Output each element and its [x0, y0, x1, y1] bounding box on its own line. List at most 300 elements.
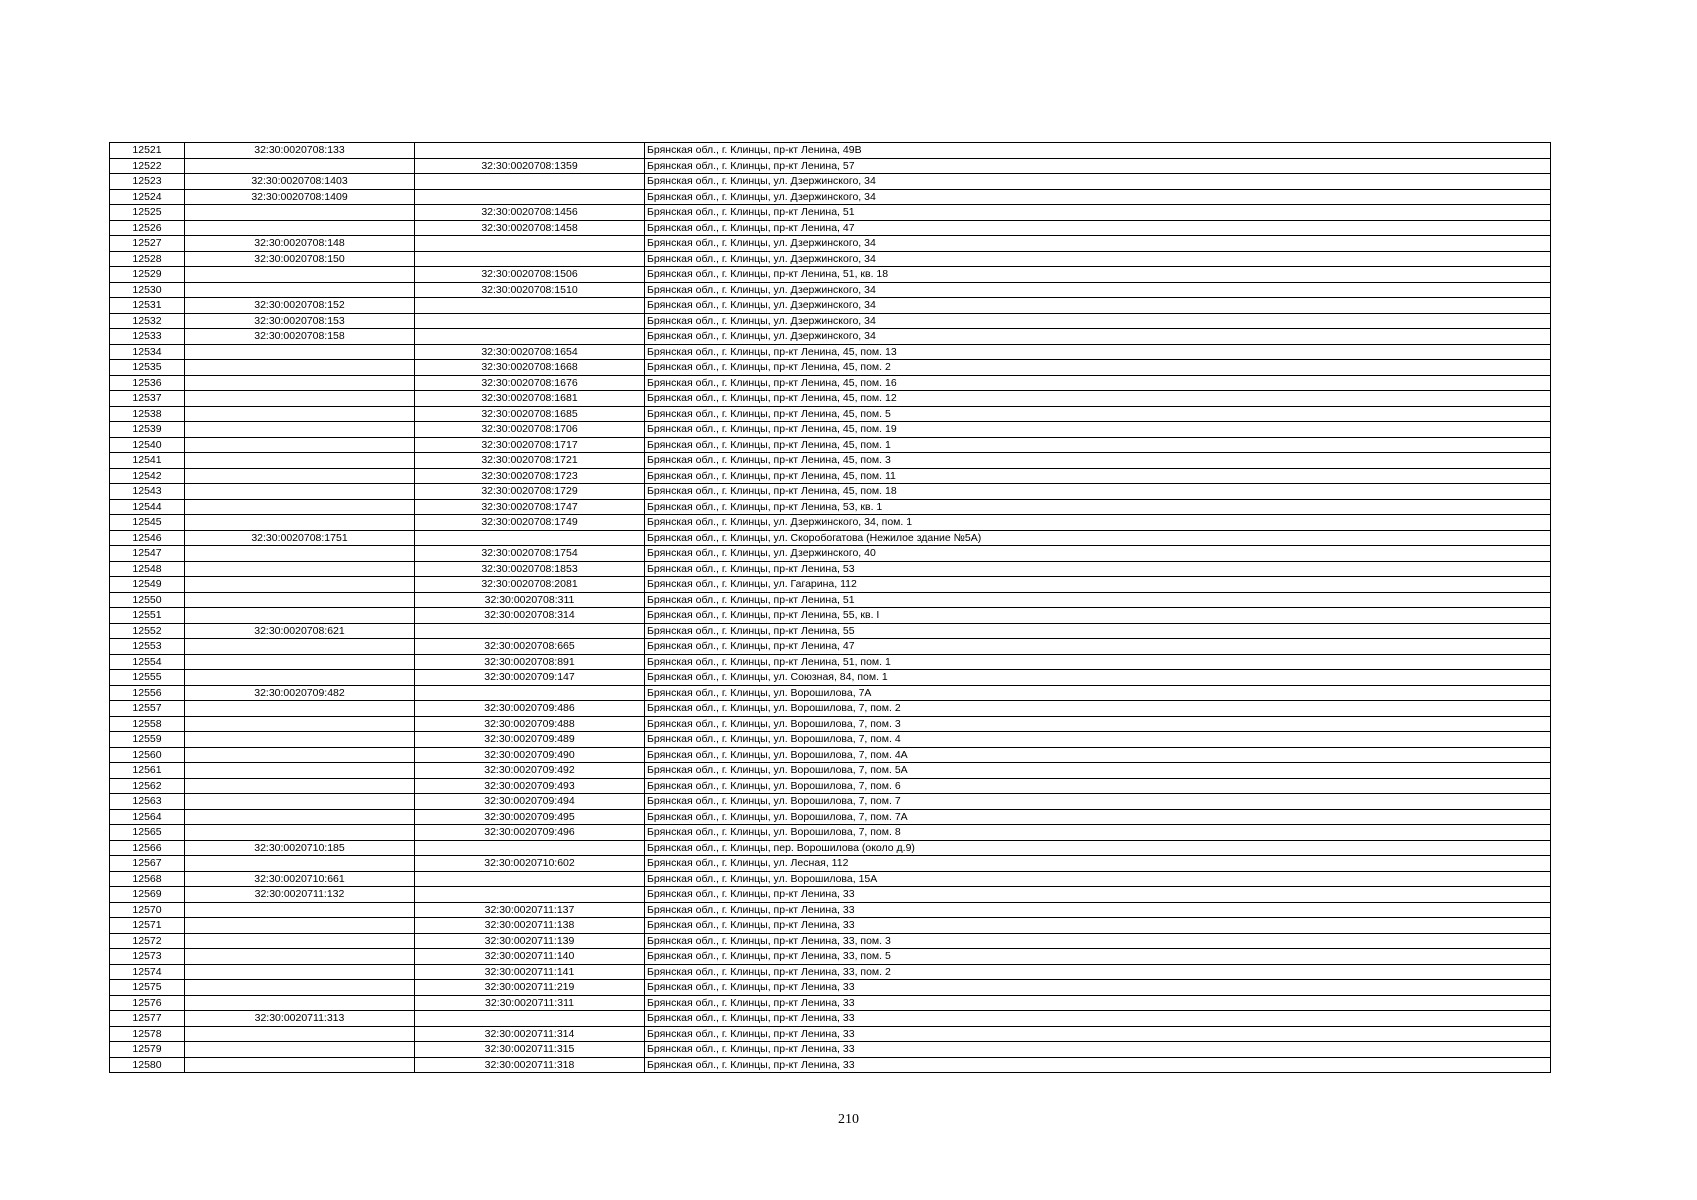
cadastral-number-cell: [185, 670, 415, 686]
table-row: [110, 778, 1551, 794]
row-number-cell: 12579: [110, 1042, 185, 1058]
row-number-cell: 12568: [110, 871, 185, 887]
row-number-cell: 12544: [110, 499, 185, 515]
address-cell: Брянская обл., г. Клинцы, пр-кт Ленина, 49В: [645, 143, 1551, 159]
cadastral-number-cell: 32:30:0020708:158: [185, 329, 415, 345]
related-cadastral-number-cell: 32:30:0020708:1723: [415, 468, 645, 484]
related-cadastral-number-cell: 32:30:0020711:137: [415, 902, 645, 918]
cadastral-number-cell: 32:30:0020708:621: [185, 623, 415, 639]
cadastral-number-cell: [185, 267, 415, 283]
table-row: [110, 422, 1551, 438]
address-cell: Брянская обл., г. Клинцы, пр-кт Ленина, 57: [645, 158, 1551, 174]
address-cell: Брянская обл., г. Клинцы, пр-кт Ленина, 51: [645, 205, 1551, 221]
cadastral-number-cell: [185, 995, 415, 1011]
cadastral-number-cell: [185, 282, 415, 298]
table-row: [110, 189, 1551, 205]
address-cell: Брянская обл., г. Клинцы, пр-кт Ленина, 33: [645, 902, 1551, 918]
row-number-cell: 12526: [110, 220, 185, 236]
cadastral-number-cell: [185, 980, 415, 996]
table-row: [110, 499, 1551, 515]
cadastral-number-cell: [185, 856, 415, 872]
table-row: [110, 763, 1551, 779]
row-number-cell: 12533: [110, 329, 185, 345]
table-row: [110, 809, 1551, 825]
row-number-cell: 12550: [110, 592, 185, 608]
related-cadastral-number-cell: 32:30:0020708:1706: [415, 422, 645, 438]
related-cadastral-number-cell: 32:30:0020711:141: [415, 964, 645, 980]
related-cadastral-number-cell: [415, 871, 645, 887]
row-number-cell: 12522: [110, 158, 185, 174]
table-row: [110, 561, 1551, 577]
related-cadastral-number-cell: 32:30:0020711:315: [415, 1042, 645, 1058]
address-cell: Брянская обл., г. Клинцы, пр-кт Ленина, 53, кв. 1: [645, 499, 1551, 515]
related-cadastral-number-cell: 32:30:0020708:1747: [415, 499, 645, 515]
related-cadastral-number-cell: 32:30:0020708:1506: [415, 267, 645, 283]
address-cell: Брянская обл., г. Клинцы, пр-кт Ленина, 51, кв. 18: [645, 267, 1551, 283]
table-row: [110, 639, 1551, 655]
address-cell: Брянская обл., г. Клинцы, пр-кт Ленина, 53: [645, 561, 1551, 577]
related-cadastral-number-cell: [415, 298, 645, 314]
address-cell: Брянская обл., г. Клинцы, пр-кт Ленина, 45, пом. 13: [645, 344, 1551, 360]
table-row: [110, 298, 1551, 314]
cadastral-number-cell: [185, 484, 415, 500]
row-number-cell: 12542: [110, 468, 185, 484]
address-cell: Брянская обл., г. Клинцы, пр-кт Ленина, 33: [645, 1011, 1551, 1027]
address-cell: Брянская обл., г. Клинцы, пр-кт Ленина, 55: [645, 623, 1551, 639]
related-cadastral-number-cell: 32:30:0020708:1668: [415, 360, 645, 376]
address-cell: Брянская обл., г. Клинцы, ул. Союзная, 84, пом. 1: [645, 670, 1551, 686]
table-row: [110, 608, 1551, 624]
related-cadastral-number-cell: [415, 623, 645, 639]
related-cadastral-number-cell: 32:30:0020709:490: [415, 747, 645, 763]
address-cell: Брянская обл., г. Клинцы, ул. Дзержинского, 40: [645, 546, 1551, 562]
cadastral-number-cell: [185, 515, 415, 531]
cadastral-number-cell: [185, 716, 415, 732]
row-number-cell: 12546: [110, 530, 185, 546]
cadastral-number-cell: [185, 205, 415, 221]
related-cadastral-number-cell: 32:30:0020709:495: [415, 809, 645, 825]
table-row: [110, 375, 1551, 391]
table-row: [110, 468, 1551, 484]
row-number-cell: 12548: [110, 561, 185, 577]
table-row: [110, 840, 1551, 856]
row-number-cell: 12552: [110, 623, 185, 639]
cadastral-number-cell: [185, 933, 415, 949]
cadastral-number-cell: [185, 220, 415, 236]
table-row: [110, 918, 1551, 934]
related-cadastral-number-cell: 32:30:0020710:602: [415, 856, 645, 872]
registry-table: [109, 142, 1551, 1073]
table-row: [110, 220, 1551, 236]
related-cadastral-number-cell: 32:30:0020709:486: [415, 701, 645, 717]
related-cadastral-number-cell: [415, 189, 645, 205]
row-number-cell: 12525: [110, 205, 185, 221]
row-number-cell: 12566: [110, 840, 185, 856]
row-number-cell: 12535: [110, 360, 185, 376]
related-cadastral-number-cell: 32:30:0020708:311: [415, 592, 645, 608]
address-cell: Брянская обл., г. Клинцы, пр-кт Ленина, 45, пом. 12: [645, 391, 1551, 407]
row-number-cell: 12547: [110, 546, 185, 562]
address-cell: Брянская обл., г. Клинцы, ул. Дзержинского, 34, пом. 1: [645, 515, 1551, 531]
cadastral-number-cell: [185, 1026, 415, 1042]
address-cell: Брянская обл., г. Клинцы, ул. Ворошилова, 7, пом. 4: [645, 732, 1551, 748]
related-cadastral-number-cell: 32:30:0020709:493: [415, 778, 645, 794]
row-number-cell: 12549: [110, 577, 185, 593]
table-row: [110, 546, 1551, 562]
table-row: [110, 747, 1551, 763]
address-cell: Брянская обл., г. Клинцы, ул. Ворошилова, 7, пом. 7А: [645, 809, 1551, 825]
cadastral-number-cell: [185, 902, 415, 918]
address-cell: Брянская обл., г. Клинцы, ул. Скоробогатова (Нежилое здание №5А): [645, 530, 1551, 546]
table-row: [110, 205, 1551, 221]
address-cell: Брянская обл., г. Клинцы, ул. Ворошилова, 7, пом. 8: [645, 825, 1551, 841]
row-number-cell: 12569: [110, 887, 185, 903]
row-number-cell: 12557: [110, 701, 185, 717]
related-cadastral-number-cell: 32:30:0020711:311: [415, 995, 645, 1011]
table-row: [110, 577, 1551, 593]
cadastral-number-cell: [185, 794, 415, 810]
table-row: [110, 887, 1551, 903]
row-number-cell: 12577: [110, 1011, 185, 1027]
row-number-cell: 12580: [110, 1057, 185, 1073]
row-number-cell: 12554: [110, 654, 185, 670]
table-row: [110, 344, 1551, 360]
table-row: [110, 1057, 1551, 1073]
cadastral-number-cell: [185, 158, 415, 174]
cadastral-number-cell: 32:30:0020711:132: [185, 887, 415, 903]
row-number-cell: 12565: [110, 825, 185, 841]
table-row: [110, 236, 1551, 252]
related-cadastral-number-cell: 32:30:0020708:1654: [415, 344, 645, 360]
row-number-cell: 12551: [110, 608, 185, 624]
related-cadastral-number-cell: 32:30:0020708:1676: [415, 375, 645, 391]
row-number-cell: 12531: [110, 298, 185, 314]
row-number-cell: 12575: [110, 980, 185, 996]
address-cell: Брянская обл., г. Клинцы, пр-кт Ленина, 45, пом. 18: [645, 484, 1551, 500]
address-cell: Брянская обл., г. Клинцы, пр-кт Ленина, 33: [645, 980, 1551, 996]
row-number-cell: 12571: [110, 918, 185, 934]
related-cadastral-number-cell: 32:30:0020708:1510: [415, 282, 645, 298]
table-row: [110, 964, 1551, 980]
related-cadastral-number-cell: [415, 174, 645, 190]
cadastral-number-cell: [185, 654, 415, 670]
table-row: [110, 701, 1551, 717]
address-cell: Брянская обл., г. Клинцы, ул. Ворошилова, 7, пом. 5А: [645, 763, 1551, 779]
cadastral-number-cell: [185, 763, 415, 779]
row-number-cell: 12576: [110, 995, 185, 1011]
related-cadastral-number-cell: 32:30:0020708:1749: [415, 515, 645, 531]
related-cadastral-number-cell: 32:30:0020711:219: [415, 980, 645, 996]
cadastral-number-cell: 32:30:0020708:152: [185, 298, 415, 314]
cadastral-number-cell: [185, 360, 415, 376]
related-cadastral-number-cell: 32:30:0020708:1685: [415, 406, 645, 422]
related-cadastral-number-cell: 32:30:0020708:1717: [415, 437, 645, 453]
row-number-cell: 12532: [110, 313, 185, 329]
cadastral-number-cell: [185, 1042, 415, 1058]
related-cadastral-number-cell: [415, 143, 645, 159]
cadastral-number-cell: 32:30:0020710:661: [185, 871, 415, 887]
address-cell: Брянская обл., г. Клинцы, пр-кт Ленина, 47: [645, 220, 1551, 236]
table-row: [110, 902, 1551, 918]
table-row: [110, 453, 1551, 469]
cadastral-number-cell: 32:30:0020710:185: [185, 840, 415, 856]
cadastral-number-cell: [185, 375, 415, 391]
cadastral-number-cell: [185, 639, 415, 655]
related-cadastral-number-cell: 32:30:0020709:494: [415, 794, 645, 810]
address-cell: Брянская обл., г. Клинцы, ул. Ворошилова, 15А: [645, 871, 1551, 887]
table-row: [110, 856, 1551, 872]
address-cell: Брянская обл., г. Клинцы, пр-кт Ленина, 33: [645, 1026, 1551, 1042]
row-number-cell: 12556: [110, 685, 185, 701]
table-row: [110, 995, 1551, 1011]
related-cadastral-number-cell: 32:30:0020708:1456: [415, 205, 645, 221]
row-number-cell: 12553: [110, 639, 185, 655]
table-row: [110, 158, 1551, 174]
registry-table-body: [110, 143, 1551, 1073]
related-cadastral-number-cell: [415, 887, 645, 903]
address-cell: Брянская обл., г. Клинцы, ул. Дзержинского, 34: [645, 329, 1551, 345]
address-cell: Брянская обл., г. Клинцы, пр-кт Ленина, 45, пом. 1: [645, 437, 1551, 453]
row-number-cell: 12573: [110, 949, 185, 965]
table-row: [110, 592, 1551, 608]
table-row: [110, 484, 1551, 500]
table-row: [110, 406, 1551, 422]
cadastral-number-cell: [185, 561, 415, 577]
table-row: [110, 732, 1551, 748]
related-cadastral-number-cell: 32:30:0020708:665: [415, 639, 645, 655]
row-number-cell: 12563: [110, 794, 185, 810]
address-cell: Брянская обл., г. Клинцы, пр-кт Ленина, 33, пом. 5: [645, 949, 1551, 965]
table-row: [110, 329, 1551, 345]
table-row: [110, 685, 1551, 701]
related-cadastral-number-cell: 32:30:0020709:496: [415, 825, 645, 841]
related-cadastral-number-cell: [415, 313, 645, 329]
cadastral-number-cell: [185, 437, 415, 453]
row-number-cell: 12572: [110, 933, 185, 949]
cadastral-number-cell: [185, 949, 415, 965]
related-cadastral-number-cell: 32:30:0020708:1458: [415, 220, 645, 236]
row-number-cell: 12523: [110, 174, 185, 190]
table-row: [110, 360, 1551, 376]
address-cell: Брянская обл., г. Клинцы, ул. Дзержинского, 34: [645, 189, 1551, 205]
row-number-cell: 12570: [110, 902, 185, 918]
related-cadastral-number-cell: 32:30:0020711:318: [415, 1057, 645, 1073]
address-cell: Брянская обл., г. Клинцы, ул. Дзержинского, 34: [645, 282, 1551, 298]
table-row: [110, 313, 1551, 329]
related-cadastral-number-cell: 32:30:0020708:1721: [415, 453, 645, 469]
table-row: [110, 1042, 1551, 1058]
related-cadastral-number-cell: [415, 685, 645, 701]
row-number-cell: 12537: [110, 391, 185, 407]
address-cell: Брянская обл., г. Клинцы, ул. Ворошилова, 7, пом. 4А: [645, 747, 1551, 763]
related-cadastral-number-cell: 32:30:0020711:314: [415, 1026, 645, 1042]
table-row: [110, 391, 1551, 407]
address-cell: Брянская обл., г. Клинцы, пр-кт Ленина, 33: [645, 887, 1551, 903]
row-number-cell: 12538: [110, 406, 185, 422]
table-row: [110, 623, 1551, 639]
cadastral-number-cell: 32:30:0020711:313: [185, 1011, 415, 1027]
cadastral-number-cell: [185, 732, 415, 748]
table-row: [110, 949, 1551, 965]
cadastral-number-cell: 32:30:0020708:1751: [185, 530, 415, 546]
address-cell: Брянская обл., г. Клинцы, ул. Дзержинского, 34: [645, 174, 1551, 190]
address-cell: Брянская обл., г. Клинцы, пр-кт Ленина, 33, пом. 3: [645, 933, 1551, 949]
table-row: [110, 980, 1551, 996]
row-number-cell: 12528: [110, 251, 185, 267]
cadastral-number-cell: 32:30:0020708:150: [185, 251, 415, 267]
address-cell: Брянская обл., г. Клинцы, ул. Гагарина, 112: [645, 577, 1551, 593]
address-cell: Брянская обл., г. Клинцы, ул. Дзержинского, 34: [645, 236, 1551, 252]
table-row: [110, 143, 1551, 159]
row-number-cell: 12539: [110, 422, 185, 438]
row-number-cell: 12545: [110, 515, 185, 531]
address-cell: Брянская обл., г. Клинцы, пр-кт Ленина, 33: [645, 995, 1551, 1011]
address-cell: Брянская обл., г. Клинцы, пр-кт Ленина, 45, пом. 19: [645, 422, 1551, 438]
table-row: [110, 871, 1551, 887]
row-number-cell: 12558: [110, 716, 185, 732]
address-cell: Брянская обл., г. Клинцы, ул. Ворошилова, 7, пом. 7: [645, 794, 1551, 810]
address-cell: Брянская обл., г. Клинцы, пр-кт Ленина, 45, пом. 5: [645, 406, 1551, 422]
related-cadastral-number-cell: 32:30:0020708:1754: [415, 546, 645, 562]
related-cadastral-number-cell: 32:30:0020708:891: [415, 654, 645, 670]
address-cell: Брянская обл., г. Клинцы, ул. Ворошилова, 7А: [645, 685, 1551, 701]
related-cadastral-number-cell: 32:30:0020709:489: [415, 732, 645, 748]
cadastral-number-cell: 32:30:0020708:153: [185, 313, 415, 329]
row-number-cell: 12564: [110, 809, 185, 825]
address-cell: Брянская обл., г. Клинцы, пр-кт Ленина, 33, пом. 2: [645, 964, 1551, 980]
address-cell: Брянская обл., г. Клинцы, пр-кт Ленина, 51, пом. 1: [645, 654, 1551, 670]
related-cadastral-number-cell: 32:30:0020708:1681: [415, 391, 645, 407]
row-number-cell: 12559: [110, 732, 185, 748]
cadastral-number-cell: [185, 608, 415, 624]
cadastral-number-cell: [185, 701, 415, 717]
table-row: [110, 933, 1551, 949]
table-row: [110, 794, 1551, 810]
cadastral-number-cell: [185, 918, 415, 934]
address-cell: Брянская обл., г. Клинцы, пр-кт Ленина, 33: [645, 1057, 1551, 1073]
related-cadastral-number-cell: 32:30:0020708:314: [415, 608, 645, 624]
related-cadastral-number-cell: 32:30:0020711:139: [415, 933, 645, 949]
address-cell: Брянская обл., г. Клинцы, ул. Дзержинского, 34: [645, 251, 1551, 267]
row-number-cell: 12555: [110, 670, 185, 686]
address-cell: Брянская обл., г. Клинцы, ул. Ворошилова, 7, пом. 3: [645, 716, 1551, 732]
cadastral-number-cell: [185, 422, 415, 438]
address-cell: Брянская обл., г. Клинцы, пр-кт Ленина, 45, пом. 16: [645, 375, 1551, 391]
related-cadastral-number-cell: 32:30:0020708:1853: [415, 561, 645, 577]
row-number-cell: 12562: [110, 778, 185, 794]
row-number-cell: 12521: [110, 143, 185, 159]
row-number-cell: 12541: [110, 453, 185, 469]
address-cell: Брянская обл., г. Клинцы, пр-кт Ленина, 45, пом. 3: [645, 453, 1551, 469]
related-cadastral-number-cell: 32:30:0020709:147: [415, 670, 645, 686]
row-number-cell: 12529: [110, 267, 185, 283]
cadastral-number-cell: [185, 546, 415, 562]
address-cell: Брянская обл., г. Клинцы, ул. Дзержинского, 34: [645, 313, 1551, 329]
related-cadastral-number-cell: 32:30:0020708:2081: [415, 577, 645, 593]
cadastral-number-cell: [185, 468, 415, 484]
table-row: [110, 670, 1551, 686]
cadastral-number-cell: [185, 499, 415, 515]
cadastral-number-cell: 32:30:0020708:1409: [185, 189, 415, 205]
table-row: [110, 437, 1551, 453]
address-cell: Брянская обл., г. Клинцы, пр-кт Ленина, 33: [645, 1042, 1551, 1058]
cadastral-number-cell: [185, 778, 415, 794]
row-number-cell: 12530: [110, 282, 185, 298]
row-number-cell: 12560: [110, 747, 185, 763]
related-cadastral-number-cell: 32:30:0020708:1729: [415, 484, 645, 500]
address-cell: Брянская обл., г. Клинцы, пр-кт Ленина, 51: [645, 592, 1551, 608]
cadastral-number-cell: [185, 391, 415, 407]
cadastral-number-cell: 32:30:0020708:148: [185, 236, 415, 252]
row-number-cell: 12578: [110, 1026, 185, 1042]
table-row: [110, 174, 1551, 190]
row-number-cell: 12574: [110, 964, 185, 980]
cadastral-number-cell: [185, 825, 415, 841]
related-cadastral-number-cell: [415, 530, 645, 546]
cadastral-number-cell: [185, 577, 415, 593]
cadastral-number-cell: [185, 747, 415, 763]
table-row: [110, 515, 1551, 531]
row-number-cell: 12543: [110, 484, 185, 500]
related-cadastral-number-cell: [415, 1011, 645, 1027]
table-row: [110, 1011, 1551, 1027]
address-cell: Брянская обл., г. Клинцы, ул. Ворошилова, 7, пом. 6: [645, 778, 1551, 794]
address-cell: Брянская обл., г. Клинцы, пр-кт Ленина, 47: [645, 639, 1551, 655]
cadastral-number-cell: [185, 344, 415, 360]
related-cadastral-number-cell: [415, 329, 645, 345]
row-number-cell: 12540: [110, 437, 185, 453]
address-cell: Брянская обл., г. Клинцы, пр-кт Ленина, 45, пом. 2: [645, 360, 1551, 376]
related-cadastral-number-cell: 32:30:0020709:488: [415, 716, 645, 732]
cadastral-number-cell: 32:30:0020708:1403: [185, 174, 415, 190]
address-cell: Брянская обл., г. Клинцы, ул. Лесная, 112: [645, 856, 1551, 872]
related-cadastral-number-cell: 32:30:0020708:1359: [415, 158, 645, 174]
address-cell: Брянская обл., г. Клинцы, пер. Ворошилова (около д.9): [645, 840, 1551, 856]
cadastral-number-cell: [185, 964, 415, 980]
cadastral-number-cell: [185, 453, 415, 469]
related-cadastral-number-cell: 32:30:0020711:140: [415, 949, 645, 965]
cadastral-number-cell: [185, 592, 415, 608]
cadastral-number-cell: [185, 1057, 415, 1073]
address-cell: Брянская обл., г. Клинцы, пр-кт Ленина, 45, пом. 11: [645, 468, 1551, 484]
related-cadastral-number-cell: 32:30:0020711:138: [415, 918, 645, 934]
cadastral-number-cell: [185, 406, 415, 422]
related-cadastral-number-cell: [415, 840, 645, 856]
row-number-cell: 12561: [110, 763, 185, 779]
related-cadastral-number-cell: [415, 251, 645, 267]
table-row: [110, 267, 1551, 283]
address-cell: Брянская обл., г. Клинцы, ул. Дзержинского, 34: [645, 298, 1551, 314]
table-row: [110, 1026, 1551, 1042]
table-row: [110, 825, 1551, 841]
address-cell: Брянская обл., г. Клинцы, пр-кт Ленина, 33: [645, 918, 1551, 934]
address-cell: Брянская обл., г. Клинцы, пр-кт Ленина, 55, кв. I: [645, 608, 1551, 624]
table-row: [110, 654, 1551, 670]
address-cell: Брянская обл., г. Клинцы, ул. Ворошилова, 7, пом. 2: [645, 701, 1551, 717]
table-row: [110, 530, 1551, 546]
row-number-cell: 12524: [110, 189, 185, 205]
table-row: [110, 282, 1551, 298]
row-number-cell: 12567: [110, 856, 185, 872]
page-number: 210: [838, 1112, 859, 1127]
table-row: [110, 716, 1551, 732]
related-cadastral-number-cell: [415, 236, 645, 252]
table-row: [110, 251, 1551, 267]
cadastral-number-cell: [185, 809, 415, 825]
cadastral-number-cell: 32:30:0020709:482: [185, 685, 415, 701]
row-number-cell: 12527: [110, 236, 185, 252]
cadastral-number-cell: 32:30:0020708:133: [185, 143, 415, 159]
